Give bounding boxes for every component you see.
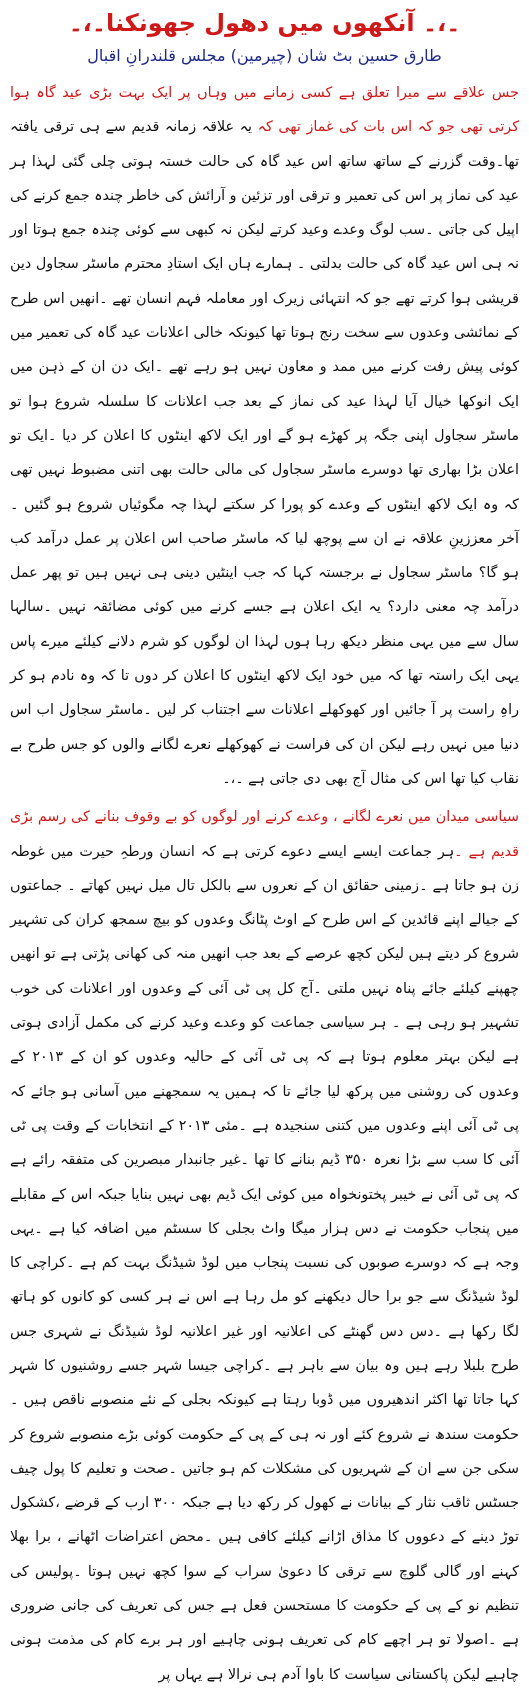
paragraph-1: [10, 76, 519, 796]
article-title: ۔،۔ آنکھوں میں دھول جھونکنا۔،۔: [68, 9, 461, 37]
paragraph-2-lead: سیاسی میدان میں نعرے لگانے ، وعدے کرنے اور لوگوں کو بے وقوف بنانے کی رسم بڑی قدیم ہے ۔: [10, 809, 520, 860]
paragraph-2: [10, 800, 519, 1692]
paragraph-1-lead: جس علاقے سے میرا تعلق ہے کسی زمانے میں وہاں پر ایک بہت بڑی عید گاہ ہوا کرتی تھی جو کہ اس بات کی غماز تھی کہ: [10, 85, 519, 136]
paragraph-2-text: ہر جماعت ایسے ایسے دعوے کرتی ہے کہ انسان ورطہِ حیرت میں غوطہ زن ہو جاتا ہے ۔زمینی حقائق ان کے نعروں سے بالکل تال میل نہیں کھاتے ۔ جماعتوں کے جیالے اپنے قائدین کے اس طرح کے اوٹ پٹانگ وعدوں کو بیچ سمجھ کران کی تشہیر شروع کر دیتے ہیں لیکن کچھ عرصے کے بعد جب انھیں منہ کی کھانی پڑتی ہے تو انھیں چھپنے کیلئے جائے پناہ نہیں ملتی ۔آج کل پی ٹی آئی کے وعدوں اور اعلانات کی خوب تشہیر ہو رہی ہے ۔ ہر سیاسی جماعت کو وعدے وعید کرنے کی مکمل آزادی ہوتی ہے لیکن بہتر معلوم ہوتا ہے کہ پی ٹی آئی کے حالیہ وعدوں کو ان کے ۲۰۱۳ کے وعدوں کی روشنی میں پرکھ لیا جائے تا کہ ہمیں یہ سمجھنے میں آسانی ہو جائے کہ پی ٹی آئی اپنے وعدوں میں کتنی سنجیدہ ہے ۔مئی ۲۰۱۳ کے انتخابات کے وقت پی ٹی آئی کا سب سے بڑا نعرہ ۳۵۰ ڈیم بنانے کا تھا ۔غیر جانبدار مبصرین کی متفقہ رائے ہے کہ پی ٹی آئی نے خیبر پختونخواہ میں کوئی ایک ڈیم بھی نہیں بنایا جبکہ اس کے مقابلے میں پنجاب حکومت نے دس ہزار میگا واٹ بجلی کا سسٹم میں اضافہ کیا ہے ۔یہی وجہ ہے کہ دوسرے صوبوں کی نسبت پنجاب میں لوڈ شیڈنگ بہت کم ہے ۔کراچی کا لوڈ شیڈنگ سے جو برا حال دیکھنے کو مل رہا ہے اس نے ہر کسی کو کانوں کو ہاتھ لگا رکھا ہے ۔دس دس گھنٹے کی اعلانیہ اور غیر اعلانیہ لوڈ شیڈنگ نے شہری جس طرح بلبلا رہے ہیں وہ بیان سے باہر ہے ۔کراچی جیسا شہر جسے روشنیوں کا شہر کہا جاتا تھا اکثر اندھیروں میں ڈوبا رہتا ہے کیونکہ بجلی کے نئے منصوبے ناقص ہیں ۔حکومت سندھ نے شروع کئے اور نہ ہی کے پی کے حکومت کوئی بڑے منصوبے شروع کر سکی جن سے ان کے شہریوں کی مشکلات کم ہو جاتیں ۔صحت و تعلیم کا پول چیف جسٹس ثاقب نثار کے بیانات نے کھول کر رکھ دیا ہے جبکہ ۳۰۰ ارب کے قرضے ،کشکول توڑ دینے کے دعووں کا مذاق اڑانے کیلئے کافی ہیں ۔محض اعتراضات اٹھانے ، برا بھلا کہنے اور گالی گلوچ سے ترقی کا دعویٰ سراب کے سوا کچھ نہیں ہوتا ۔پولیس کی تنظیم نو کے پی کے حکومت کا مستحسن فعل ہے جس کی تعریف کی جانی ضروری ہے ۔اصولا تو ہر اچھے کام کی تعریف ہونی چاہیے اور ہر برے کام کی مذمت ہونی چاہیے لیکن پاکستانی سیاست کا باوا آدم ہی نرالا ہے یہاں پر: [10, 843, 520, 1683]
article-byline: طارق حسین بٹ شان (چیرمین) مجلس قلندرانِ اقبال: [87, 46, 442, 65]
paragraph-1-text: یہ علاقہ زمانہ قدیم سے ہی ترقی یافتہ تھا۔وقت گزرنے کے ساتھ ساتھ اس عید گاہ کی حالت خستہ ہوتی چلی گئی لہذا ہر عید کی نماز پر اس کی تعمیر و ترقی اور تزئین و آرائش کی خاطر چندہ جمع کرنے کی اپیل کی جاتی ۔سب لوگ وعدے وعید کرتے لیکن نہ کبھی سے کوئی چندہ جمع ہوتا اور نہ ہی اس عید گاہ کی حالت بدلتی ۔ ہمارے ہاں ایک استادِ محترم ماسٹر سجاول دین قریشی ہوا کرتے تھے جو کہ انتہائی زیرک اور معاملہ فہم انسان تھے ۔انھیں اس طرح کے نمائشی وعدوں سے سخت رنج ہوتا تھا کیونکہ خالی اعلانات عید گاہ کی تعمیر میں کوئی پیش رفت کرنے میں ممد و معاون نہیں ہو رہے تھے ۔ایک دن ان کے ذہن میں ایک انوکھا خیال آیا لہذا عید کی نماز کے بعد جب اعلانات کا سلسلہ شروع ہوا تو ماسٹر سجاول اپنی جگہ پر کھڑے ہو گے اور ایک لاکھ اینٹوں کا اعلان کر دیا ۔ایک تو اعلان بڑا بھاری تھا دوسرے ماسٹر سجاول کی مالی حالت بھی اتنی مضبوط نہیں تھی کہ وہ ایک لاکھ اینٹوں کے وعدے کو پورا کر سکتے لہذا چہ مگوئیاں شروع ہو گئیں ۔آخر معززینِ علاقہ نے ان سے پوچھ لیا کہ ماسٹر صاحب اس اعلان پر عمل درآمد کب ہو گا؟ ماسٹر سجاول نے برجستہ کہا کہ جب اینٹیں دینی ہی نہیں ہیں تو پھر عمل درآمد چہ معنی دارد؟ یہ ایک اعلان ہے جسے کرنے میں کوئی مضائقہ نہیں ۔سالہا سال سے میں یہی منظر دیکھ رہا ہوں لہذا ان لوگوں کو شرم دلانے کیلئے میرے پاس یہی ایک راستہ تھا کہ میں خود ایک لاکھ اینٹوں کا اعلان کر دوں تا کہ وہ نادم ہو کر راہِ راست پر آ جائیں اور کھوکھلے اعلانات سے اجتناب کر لیں ۔ماسٹر سجاول اب اس دنیا میں نہیں رہے لیکن ان کی فراست نے کھوکھلے نعرے لگانے والوں کو جس طرح بے نقاب کیا تھا اس کی مثال آج بھی دی جاتی ہے ۔،۔: [10, 119, 519, 787]
